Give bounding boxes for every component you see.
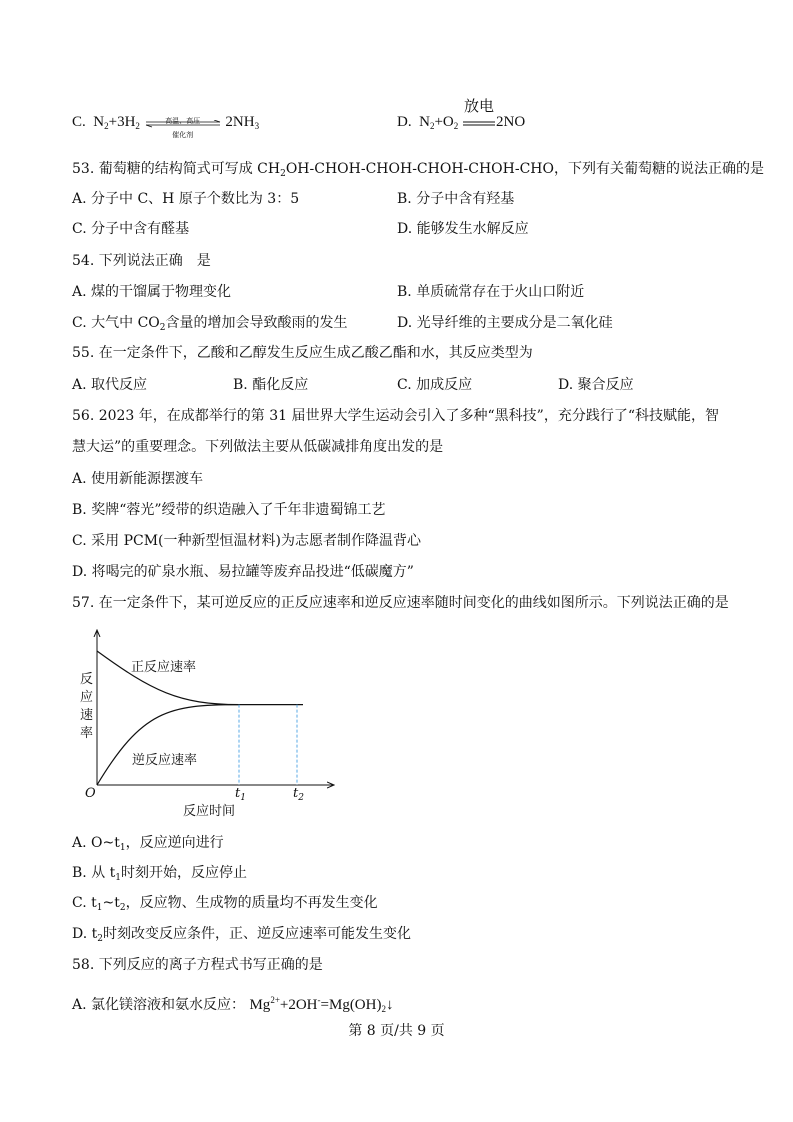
q52-option-d-label: D. bbox=[397, 114, 412, 130]
q54-stem: 54. 下列说法正确 是 bbox=[72, 253, 211, 269]
q53-option-a: A. 分子中 C、H 原子个数比为 3：5 bbox=[72, 191, 300, 207]
q58-option-a: A. 氯化镁溶液和氨水反应： $Mg^{2+}+2OH^-=Mg(OH)_2↓$ bbox=[72, 995, 394, 1014]
discharge-equals: 放电 bbox=[462, 113, 496, 133]
reversible-arrow: 高温、高压 催化剂 bbox=[144, 113, 222, 133]
q57-option-d: D. $t_2$时刻改变反应条件，正、逆反应速率可能发生变化 bbox=[72, 926, 411, 944]
q58-option-a-equation: $Mg^{2+}+2OH^-=Mg(OH)_2↓$ bbox=[249, 995, 394, 1014]
q57-option-b: B. 从 $t_1$时刻开始，反应停止 bbox=[72, 865, 247, 883]
forward-rate-label: 正反应速率 bbox=[131, 660, 197, 675]
q55-option-d: D. 聚合反应 bbox=[558, 377, 634, 393]
q56-stem-line1: 56. 2023 年，在成都举行的第 31 届世界大学生运动会引入了多种“黑科技”，充分践行了“科技赋能，智 bbox=[72, 408, 719, 424]
q53-option-d: D. 能够发生水解反应 bbox=[397, 221, 529, 237]
q57-stem: 57. 在一定条件下，某可逆反应的正反应速率和逆反应速率随时间变化的曲线如图所示。下列说法正确的是 bbox=[72, 595, 729, 611]
q57-option-a: A. $O\sim t_1$，反应逆向进行 bbox=[72, 835, 224, 853]
q56-option-b: B. 奖牌“蓉光”绶带的织造融入了千年非遗蜀锦工艺 bbox=[72, 502, 386, 518]
y-axis-label-char: 反 bbox=[80, 672, 94, 687]
q57-option-c: C. $t_1\sim t_2$，反应物、生成物的质量均不再发生变化 bbox=[72, 895, 378, 913]
q55-option-c: C. 加成反应 bbox=[397, 377, 473, 393]
page-footer: 第 8 页/共 9 页 bbox=[348, 1023, 445, 1039]
q56-option-d: D. 将喝完的矿泉水瓶、易拉罐等废弃品投进“低碳魔方” bbox=[72, 564, 414, 580]
q52-option-c-label: C. bbox=[72, 114, 86, 130]
q53-option-b: B. 分子中含有羟基 bbox=[397, 191, 515, 207]
q58-stem: 58. 下列反应的离子方程式书写正确的是 bbox=[72, 957, 323, 973]
q55-stem: 55. 在一定条件下，乙酸和乙醇发生反应生成乙酸乙酯和水，其反应类型为 bbox=[72, 345, 533, 361]
q55-option-a: A. 取代反应 bbox=[72, 377, 148, 393]
double-line-icon bbox=[462, 121, 496, 127]
rate-time-chart bbox=[75, 625, 345, 825]
q56-stem-line2: 慧大运”的重要理念。下列做法主要从低碳减排角度出发的是 bbox=[72, 439, 444, 455]
q54-option-c: C. 大气中 $CO_2$含量的增加会导致酸雨的发生 bbox=[72, 315, 348, 333]
q54-option-d: D. 光导纤维的主要成分是二氧化硅 bbox=[397, 315, 613, 331]
reverse-rate-curve bbox=[97, 705, 239, 785]
origin-label: O bbox=[85, 786, 96, 801]
x-tick-t2: $t_2$ bbox=[293, 786, 304, 803]
q56-option-a: A. 使用新能源摆渡车 bbox=[72, 471, 204, 487]
q54-option-a: A. 煤的干馏属于物理变化 bbox=[72, 284, 232, 300]
reverse-rate-label: 逆反应速率 bbox=[132, 753, 198, 768]
q52-option-c: C. $N_2+3H_2$ 高温、高压 催化剂 $2NH_3$ bbox=[72, 114, 260, 139]
q54-option-b: B. 单质硫常存在于火山口附近 bbox=[397, 284, 585, 300]
x-tick-t1: $t_1$ bbox=[235, 786, 246, 803]
q55-option-b: B. 酯化反应 bbox=[233, 377, 309, 393]
q56-option-c: C. 采用 PCM(一种新型恒温材料)为志愿者制作降温背心 bbox=[72, 533, 421, 549]
y-axis-label-char: 率 bbox=[80, 726, 94, 741]
q53-stem: 53. 葡萄糖的结构简式可写成 $CH_2OH-CHOH-CHOH-CHOH-CHOH$-CHO，下列有关葡萄糖的说法正确的是 bbox=[72, 161, 764, 179]
forward-rate-curve bbox=[97, 651, 303, 705]
q53-option-c: C. 分子中含有醛基 bbox=[72, 221, 190, 237]
q52-option-d: D. $N_2+O_2$ 放电 2NO bbox=[397, 98, 526, 131]
x-axis-label: 反应时间 bbox=[183, 804, 236, 819]
y-axis-label bbox=[80, 672, 93, 741]
y-axis-label-char: 速 bbox=[80, 708, 94, 723]
y-axis-label-char: 应 bbox=[80, 690, 94, 705]
